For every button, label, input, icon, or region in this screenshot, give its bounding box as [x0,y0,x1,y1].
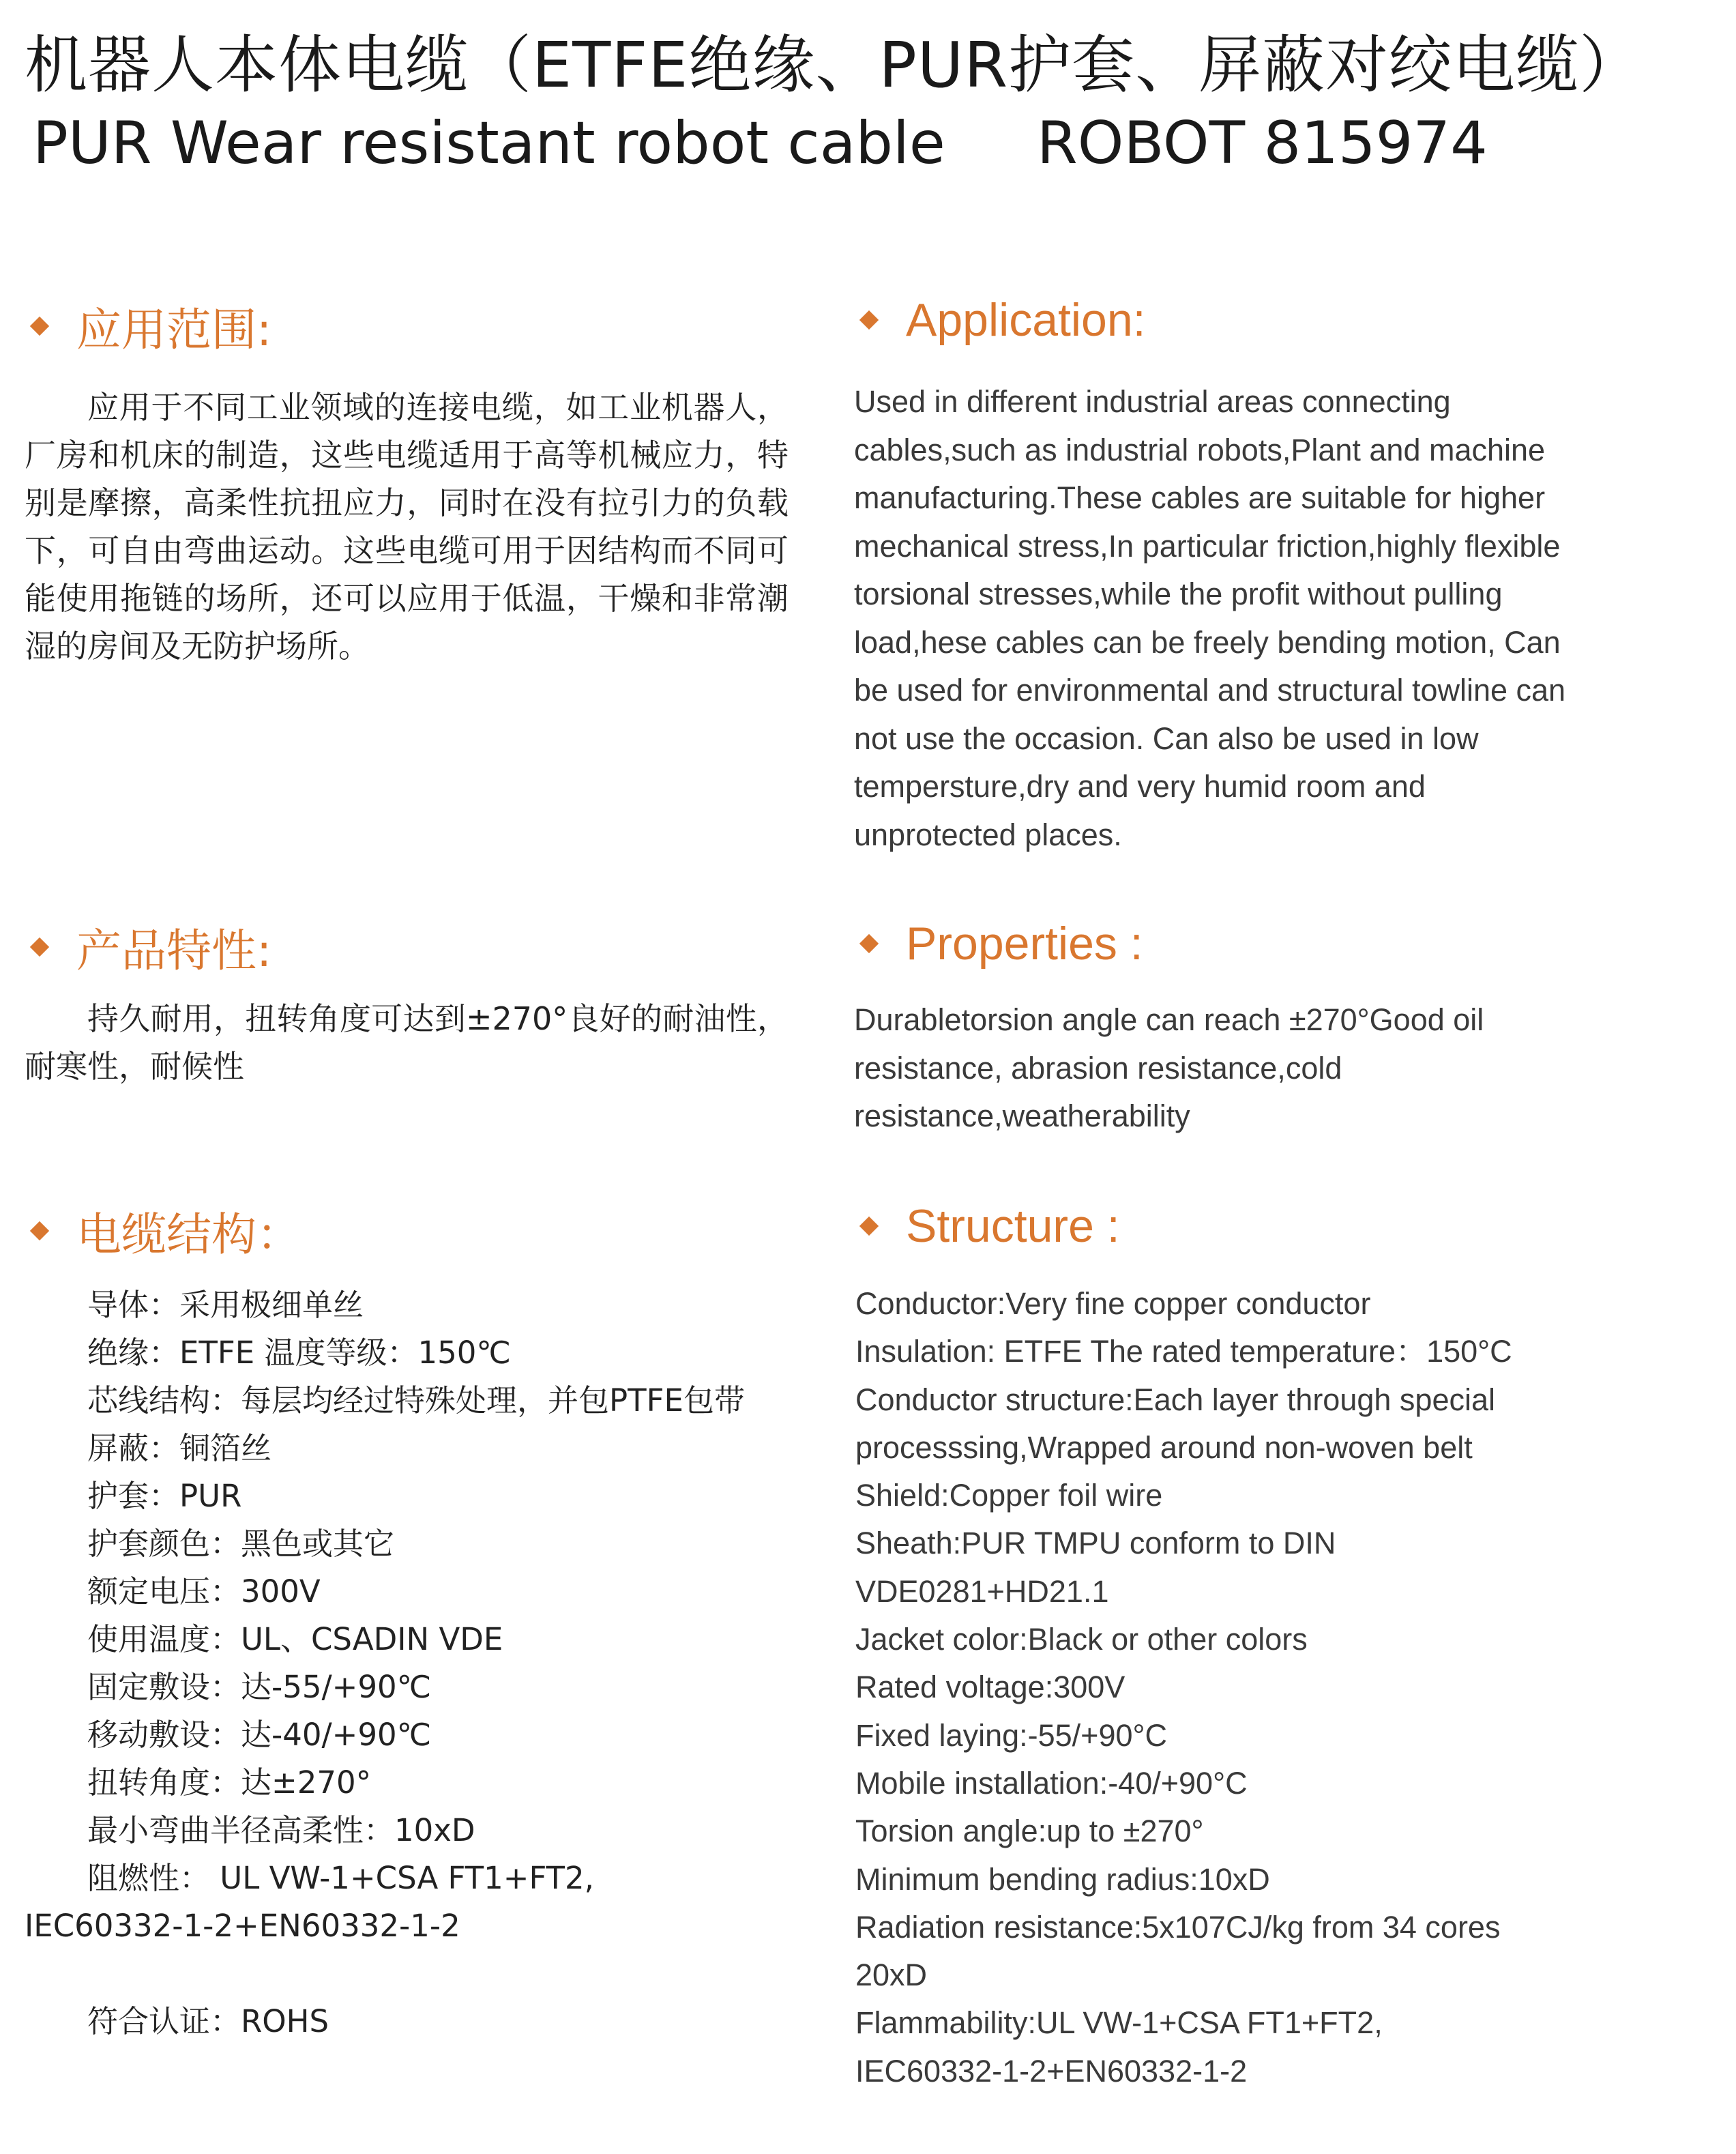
spec-item-continuation: IEC60332-1-2+EN60332-1-2 [25,1908,460,1944]
spacer [25,1950,816,1998]
structure-heading-cn: 电缆结构： [27,1198,301,1263]
diamond-bullet-icon [30,1221,49,1240]
diamond-bullet-icon [859,1217,879,1236]
spec-item: 绝缘：ETFE 温度等级：150℃ [87,1335,511,1371]
spec-item: 导体：采用极细单丝 [87,1287,364,1323]
spec-item: VDE0281+HD21.1 [855,1573,1109,1609]
text-line: Durabletorsion angle can reach ±270°Good oil [854,1002,1484,1037]
spec-item: Conductor structure:Each layer through special [855,1382,1495,1417]
spec-item: IEC60332-1-2+EN60332-1-2 [855,2053,1248,2088]
structure-list-cn [25,1281,816,2046]
spec-item: Insulation: ETFE The rated temperature：150°C [855,1334,1512,1369]
spec-item: 移动敷设：达-40/+90℃ [87,1717,432,1753]
text-line: tempersture,dry and very humid room and [854,769,1426,804]
spec-item: 芯线结构：每层均经过特殊处理，并包PTFE包带 [87,1382,745,1418]
text-line: manufacturing.These cables are suitable for higher [854,480,1546,515]
spec-item: Conductor:Very fine copper conductor [855,1286,1371,1321]
spec-item: Shield:Copper foil wire [855,1478,1163,1513]
spec-item: Minimum bending radius:10xD [855,1861,1270,1897]
spec-item: Torsion angle:up to ±270° [855,1814,1204,1849]
spec-item: 护套颜色：黑色或其它 [87,1526,395,1562]
properties-text-en [854,996,1632,1141]
properties-text-cn: 持久耐用，扭转角度可达到±270°良好的耐油性，耐寒性，耐候性 [25,1000,789,1085]
application-heading-cn: 应用范围: [27,293,271,358]
certification-item: 符合认证：ROHS [87,2003,329,2039]
page-title-english [33,102,1488,184]
spec-item: 最小弯曲半径高柔性：10xD [87,1812,475,1848]
diamond-bullet-icon [859,934,879,953]
structure-heading-en: Structure : [857,1199,1120,1253]
text-line: Used in different industrial areas connecting [854,384,1451,419]
structure-list-en [855,1280,1674,2095]
text-line: unprotected places. [854,817,1122,852]
text-line: load,hese cables can be freely bending motion, Can [854,624,1561,660]
spec-item: Jacket color:Black or other colors [855,1622,1308,1657]
spec-item: 使用温度：UL、CSADIN VDE [87,1621,503,1657]
spec-item: Radiation resistance:5x107CJ/kg from 34 cores [855,1909,1501,1945]
spec-item: Fixed laying:-55/+90°C [855,1717,1167,1753]
diamond-bullet-icon [30,937,49,956]
text-line: resistance,weatherability [854,1098,1190,1133]
spec-item: Rated voltage:300V [855,1670,1126,1705]
page-title-chinese: 机器人本体电缆（ETFE绝缘、PUR护套、屏蔽对绞电缆） [25,29,1643,102]
spec-item: Flammability:UL VW-1+CSA FT1+FT2, [855,2005,1383,2041]
spec-item: Sheath:PUR TMPU conform to DIN [855,1526,1336,1561]
spec-item: 额定电压：300V [87,1573,321,1610]
spec-item: processsing,Wrapped around non-woven belt [855,1429,1473,1465]
spec-item: 屏蔽：铜箔丝 [87,1430,272,1466]
diamond-bullet-icon [859,310,879,330]
text-line: cables,such as industrial robots,Plant and machine [854,432,1546,467]
spec-item: 20xD [855,1957,928,1993]
properties-heading-cn: 产品特性: [27,914,271,979]
spec-item: 固定敷设：达-55/+90℃ [87,1669,432,1705]
product-name: PUR Wear resistant robot cable [33,109,945,177]
spec-item: 扭转角度：达±270° [87,1764,372,1801]
application-heading-en: Application: [857,293,1146,347]
text-line: be used for environmental and structural towline can [854,673,1566,708]
text-line: not use the occasion. Can also be used in low [854,721,1479,756]
text-line: resistance, abrasion resistance,cold [854,1050,1342,1086]
spec-item: 护套：PUR [87,1478,242,1514]
application-text-cn: 应用于不同工业领域的连接电缆，如工业机器人，厂房和机床的制造，这些电缆适用于高等机械应力，特别是摩擦，高柔性抗扭应力，同时在没有拉引力的负载下，可自由弯曲运动。这些电缆可用于因结构而不同可能使用拖链的场所，还可以应用于低温，干燥和非常潮湿的房间及无防护场所。 [25,389,789,665]
product-model: ROBOT 815974 [1037,109,1488,177]
text-line: mechanical stress,In particular friction,highly flexible [854,528,1561,564]
spec-item: 阻燃性： UL VW-1+CSA FT1+FT2, [87,1860,594,1896]
properties-heading-en: Properties : [857,917,1143,970]
diamond-bullet-icon [30,316,49,335]
text-line: torsional stresses,while the profit without pulling [854,577,1503,611]
spec-item: Mobile installation:-40/+90°C [855,1765,1248,1801]
application-text-en [854,378,1632,859]
